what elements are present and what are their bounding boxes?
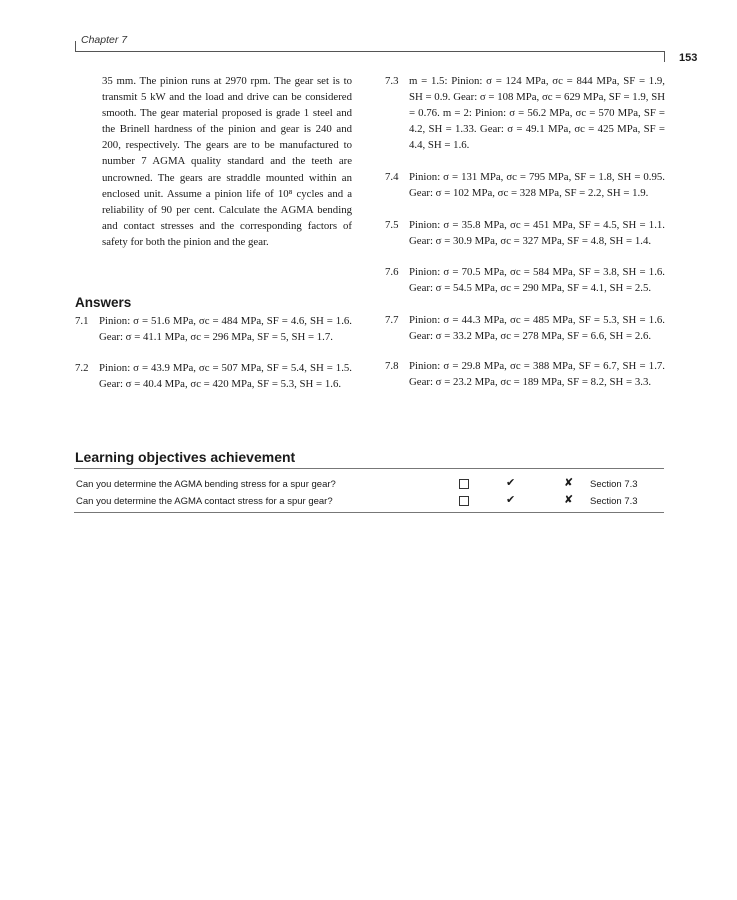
answer-number: 7.1 xyxy=(75,315,89,327)
header-rule xyxy=(75,51,665,52)
learning-objectives-rule-top xyxy=(74,468,664,469)
answer-text: m = 1.5: Pinion: σ = 124 MPa, σc = 844 MPa, SF = 1.9, SH = 0.9. Gear: σ = 108 MPa, σc = 629 MPa, SF = 1.9, SH = 0.76. m = 2: Pinion: σ = 56.2 MPa, σc = 570 MPa, SF = 4.2, SH = 1.33. Gear: σ = 49.1 MPa, σc = 425 MPa, SF = 4.4, SH = 1.6. xyxy=(409,75,665,152)
answer-text: Pinion: σ = 43.9 MPa, σc = 507 MPa, SF = 5.4, SH = 1.5. Gear: σ = 40.4 MPa, σc = 420 MPa, SF = 5.3, SH = 1.6. xyxy=(99,362,352,391)
answer-number: 7.5 xyxy=(385,219,399,231)
learning-objectives-heading: Learning objectives achievement xyxy=(75,449,296,465)
answers-heading: Answers xyxy=(75,295,132,310)
answer-text: Pinion: σ = 70.5 MPa, σc = 584 MPa, SF = 3.8, SH = 1.6. Gear: σ = 54.5 MPa, σc = 290 MPa, SF = 4.1, SH = 2.5. xyxy=(409,266,665,295)
learning-objective-row xyxy=(74,477,664,493)
objective-checkbox[interactable] xyxy=(459,479,469,489)
cross-icon: ✘ xyxy=(564,494,574,506)
answer-number: 7.3 xyxy=(385,75,399,87)
cross-icon: ✘ xyxy=(564,477,574,489)
answer-number: 7.2 xyxy=(75,362,89,374)
answer-number: 7.6 xyxy=(385,266,399,278)
answer-text: Pinion: σ = 35.8 MPa, σc = 451 MPa, SF = 4.5, SH = 1.1. Gear: σ = 30.9 MPa, σc = 327 MPa, SF = 4.8, SH = 1.4. xyxy=(409,219,665,248)
answer-text: Pinion: σ = 131 MPa, σc = 795 MPa, SF = 1.8, SH = 0.95. Gear: σ = 102 MPa, σc = 328 MPa, SF = 2.2, SH = 1.9. xyxy=(409,171,665,200)
objective-question: Can you determine the AGMA contact stress for a spur gear? xyxy=(76,496,333,507)
answer-text: Pinion: σ = 29.8 MPa, σc = 388 MPa, SF = 6.7, SH = 1.7. Gear: σ = 23.2 MPa, σc = 189 MPa, SF = 8.2, SH = 3.3. xyxy=(409,360,665,389)
answer-number: 7.8 xyxy=(385,360,399,372)
objective-reference: Section 7.3 xyxy=(590,479,638,490)
problem-text: 35 mm. The pinion runs at 2970 rpm. The gear set is to transmit 5 kW and the load and drive can be considered smooth. The gear material proposed is grade 1 steel and the Brinell hardness of the pinion and gear is 240 and 200, respectively. The gears are to be manufactured to number 7 AGMA quality standard and the teeth are uncrowned. The gears are straddle mounted within an enclosed unit. Assume a pinion life of 10⁸ cycles and a reliability of 90 per cent. Calculate the AGMA bending and contact stresses and the corresponding factors of safety for both the pinion and the gear. xyxy=(102,75,352,248)
answer-text: Pinion: σ = 44.3 MPa, σc = 485 MPa, SF = 5.3, SH = 1.6. Gear: σ = 33.2 MPa, σc = 278 MPa, SF = 6.6, SH = 2.6. xyxy=(409,314,665,343)
chapter-label: Chapter 7 xyxy=(81,34,128,46)
check-icon: ✔ xyxy=(506,477,516,489)
answer-number: 7.7 xyxy=(385,314,399,326)
header-tick-right xyxy=(664,51,665,62)
learning-objective-row xyxy=(74,494,664,510)
objective-reference: Section 7.3 xyxy=(590,496,638,507)
page-number: 153 xyxy=(679,52,698,64)
answer-text: Pinion: σ = 51.6 MPa, σc = 484 MPa, SF = 4.6, SH = 1.6. Gear: σ = 41.1 MPa, σc = 296 MPa, SF = 5, SH = 1.7. xyxy=(99,315,352,344)
answer-number: 7.4 xyxy=(385,171,399,183)
learning-objectives-rule-bottom xyxy=(74,512,664,513)
check-icon: ✔ xyxy=(506,494,516,506)
objective-checkbox[interactable] xyxy=(459,496,469,506)
objective-question: Can you determine the AGMA bending stress for a spur gear? xyxy=(76,479,336,490)
